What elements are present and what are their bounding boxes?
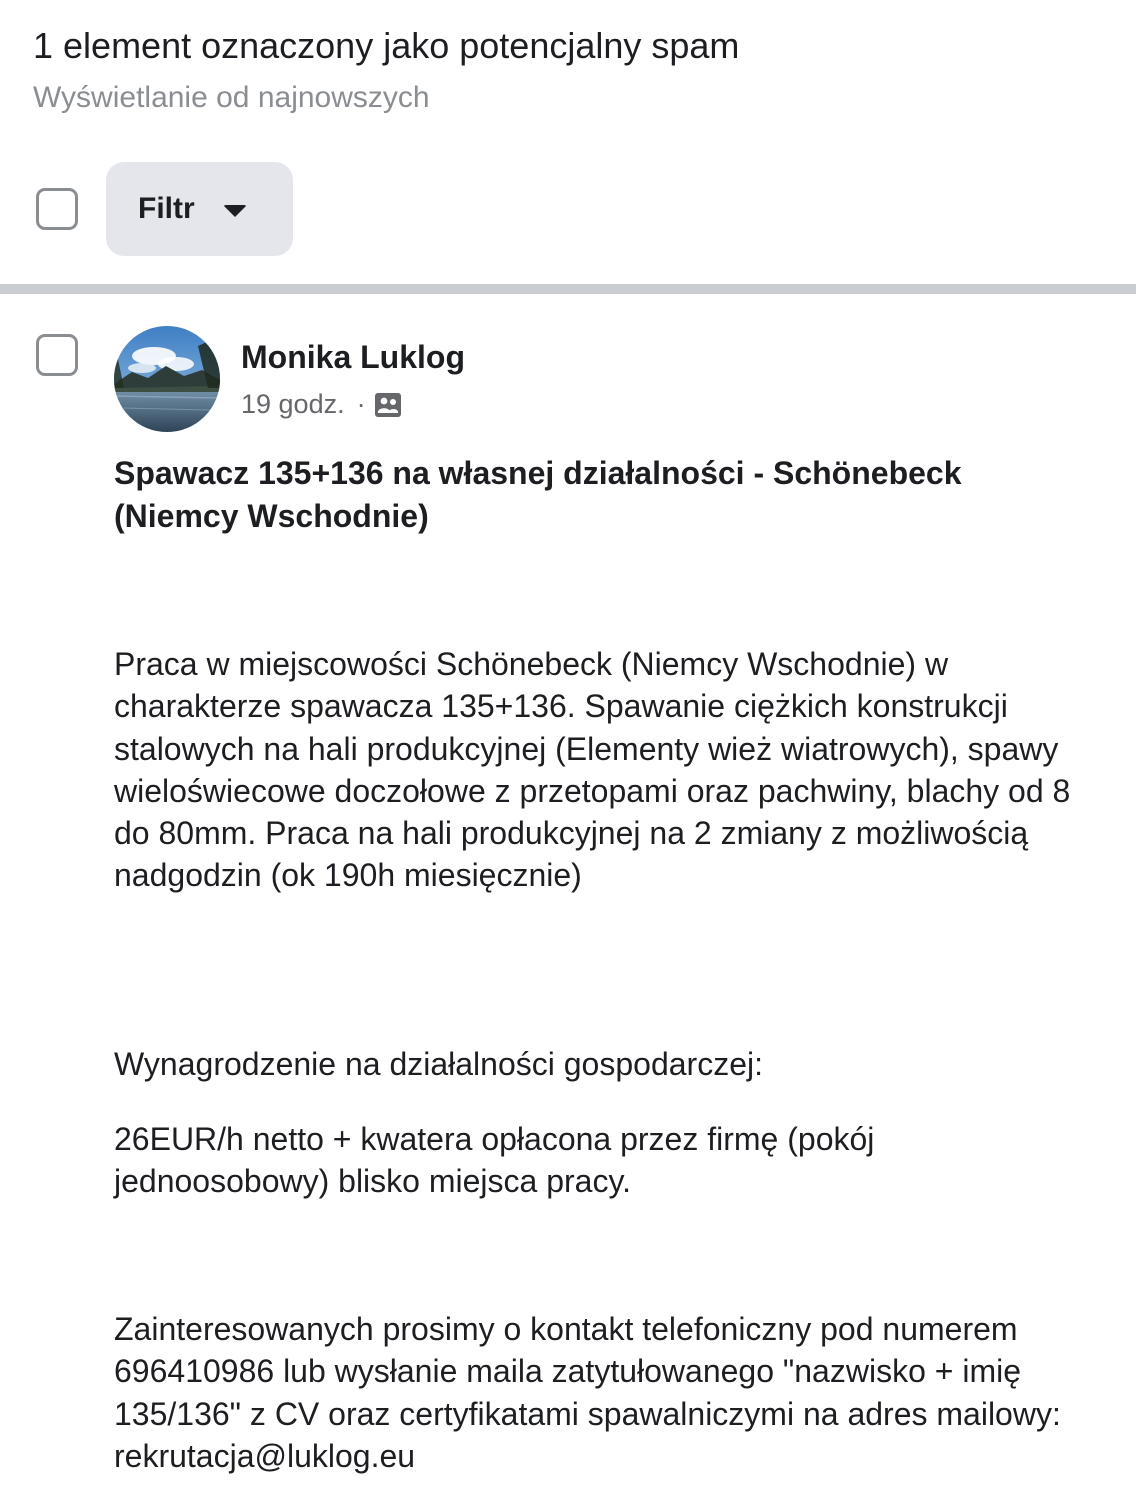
post-paragraph: Zainteresowanych prosimy o kontakt telefoniczny pod numerem 696410986 lub wysłanie maila zatytułowanego "nazwisko + imię 135/136" z CV oraz certyfikatami spawalniczymi na adres mailowy: rekrutacja@luklog.eu [114,1311,1061,1474]
post-author[interactable]: Monika Luklog [241,339,465,375]
section-divider [0,284,1136,294]
post-time[interactable]: 19 godz. [241,389,345,419]
post-title: Spawacz 135+136 na własnej działalności - Schönebeck (Niemcy Wschodnie) [114,455,962,534]
post-paragraph: Praca w miejscowości Schönebeck (Niemcy Wschodnie) w charakterze spawacza 135+136. Spawanie ciężkich konstrukcji stalowych na hali produkcyjnej (Elementy wież wiatrowych), spawy wieloświecowe doczołowe z przetopami oraz pachwiny, blachy od 8 do 80mm. Praca na hali produkcyjnej na 2 zmiany z możliwością nadgodzin (ok 190h miesięcznie) [114,646,1071,894]
select-all-checkbox[interactable] [36,188,78,230]
spam-header [0,0,1136,278]
avatar[interactable] [114,326,220,432]
caret-down-icon [223,205,247,217]
avatar-landscape-image [114,326,220,432]
post-meta [241,386,402,422]
meta-separator: · [356,389,366,419]
post-select-checkbox[interactable] [36,334,78,376]
filter-label: Filtr [138,192,195,225]
group-icon [374,391,402,417]
sort-subtitle: Wyświetlanie od najnowszych [33,81,430,114]
page-title: 1 element oznaczony jako potencjalny spam [33,25,740,66]
post-paragraph: Wynagrodzenie na działalności gospodarczej: [114,1046,763,1082]
post-paragraph: 26EUR/h netto + kwatera opłacona przez firmę (pokój jednoosobowy) blisko miejsca pracy. [114,1121,875,1200]
filter-button[interactable] [106,162,293,256]
